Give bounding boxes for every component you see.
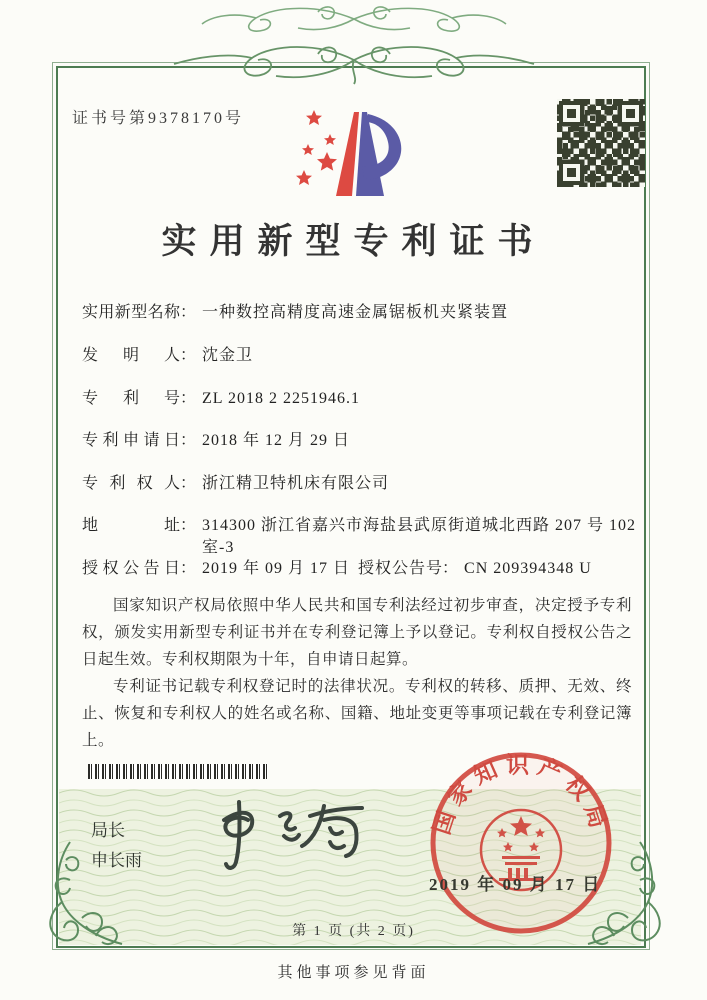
field-value: 314300 浙江省嘉兴市海盐县武原街道城北西路 207 号 102 室-3 bbox=[202, 517, 637, 556]
qr-finder-icon bbox=[559, 160, 584, 185]
qr-finder-icon bbox=[618, 101, 643, 126]
field-colon: ： bbox=[180, 432, 197, 449]
field-row-grant bbox=[82, 558, 642, 580]
field-row-invention-name bbox=[82, 302, 642, 324]
field-colon: ： bbox=[180, 390, 197, 407]
field-colon: ： bbox=[180, 347, 197, 364]
field-grant-number bbox=[358, 558, 592, 580]
bottom-left-flourish bbox=[36, 840, 128, 958]
top-flourish-upper bbox=[198, 2, 510, 36]
field-label: 授权公告日 bbox=[82, 560, 180, 577]
field-label: 授权公告号 bbox=[358, 560, 442, 577]
field-value: 沈金卫 bbox=[202, 347, 254, 364]
director-name: 申长雨 bbox=[91, 851, 142, 870]
field-value: 2019 年 09 月 17 日 bbox=[202, 560, 351, 577]
director-title: 局长 bbox=[91, 821, 125, 840]
director-signature-icon bbox=[198, 790, 366, 878]
field-label: 专利申请日 bbox=[82, 432, 180, 449]
qr-finder-icon bbox=[559, 101, 584, 126]
cnipa-seal-icon bbox=[428, 750, 614, 936]
field-colon: ： bbox=[180, 475, 197, 492]
field-value: ZL 2018 2 2251946.1 bbox=[202, 390, 360, 407]
field-colon: ： bbox=[180, 517, 197, 534]
field-label: 专利号 bbox=[82, 390, 180, 407]
field-colon: ： bbox=[180, 304, 197, 321]
field-label: 发明人 bbox=[82, 347, 180, 364]
field-row-inventor bbox=[82, 345, 642, 367]
field-value: 2018 年 12 月 29 日 bbox=[202, 432, 351, 449]
barcode bbox=[88, 764, 268, 779]
field-value: 一种数控高精度高速金属锯板机夹紧装置 bbox=[202, 304, 509, 321]
field-row-patent-number bbox=[82, 388, 642, 410]
legal-paragraph-1: 国家知识产权局依照中华人民共和国专利法经过初步审查，决定授予专利权，颁发实用新型专利证书并在专利登记簿上予以登记。专利权自授权公告之日起生效。专利权期限为十年，自申请日起算。 bbox=[82, 597, 632, 668]
field-colon: ： bbox=[180, 560, 197, 577]
top-flourish-lower bbox=[168, 40, 540, 86]
field-value: 浙江精卫特机床有限公司 bbox=[202, 475, 390, 492]
field-row-filing-date bbox=[82, 430, 642, 452]
legal-text bbox=[82, 592, 632, 754]
legal-paragraph-2: 专利证书记载专利权登记时的法律状况。专利权的转移、质押、无效、终止、恢复和专利权人的姓名或名称、国籍、地址变更等事项记载在专利登记簿上。 bbox=[82, 678, 632, 749]
field-label: 地址 bbox=[82, 517, 180, 534]
field-row-address bbox=[82, 515, 642, 559]
certificate-title: 实用新型专利证书 bbox=[161, 222, 546, 261]
certificate-number: 证书号第9378170号 bbox=[72, 110, 245, 127]
back-side-note: 其他事项参见背面 bbox=[277, 965, 430, 981]
cnipa-patent-logo-icon bbox=[292, 100, 430, 208]
field-colon: ： bbox=[442, 560, 459, 577]
field-row-patentee bbox=[82, 473, 642, 495]
page-number: 第 1 页 (共 2 页) bbox=[292, 924, 415, 939]
field-label: 专利权人 bbox=[82, 475, 180, 492]
qr-code bbox=[557, 99, 645, 187]
seal-text: 国家知识产权局 bbox=[428, 752, 614, 838]
field-value: CN 209394348 U bbox=[464, 560, 592, 577]
field-label: 实用新型名称 bbox=[82, 304, 180, 321]
seal-date: 2019 年 09 月 17 日 bbox=[429, 875, 602, 894]
